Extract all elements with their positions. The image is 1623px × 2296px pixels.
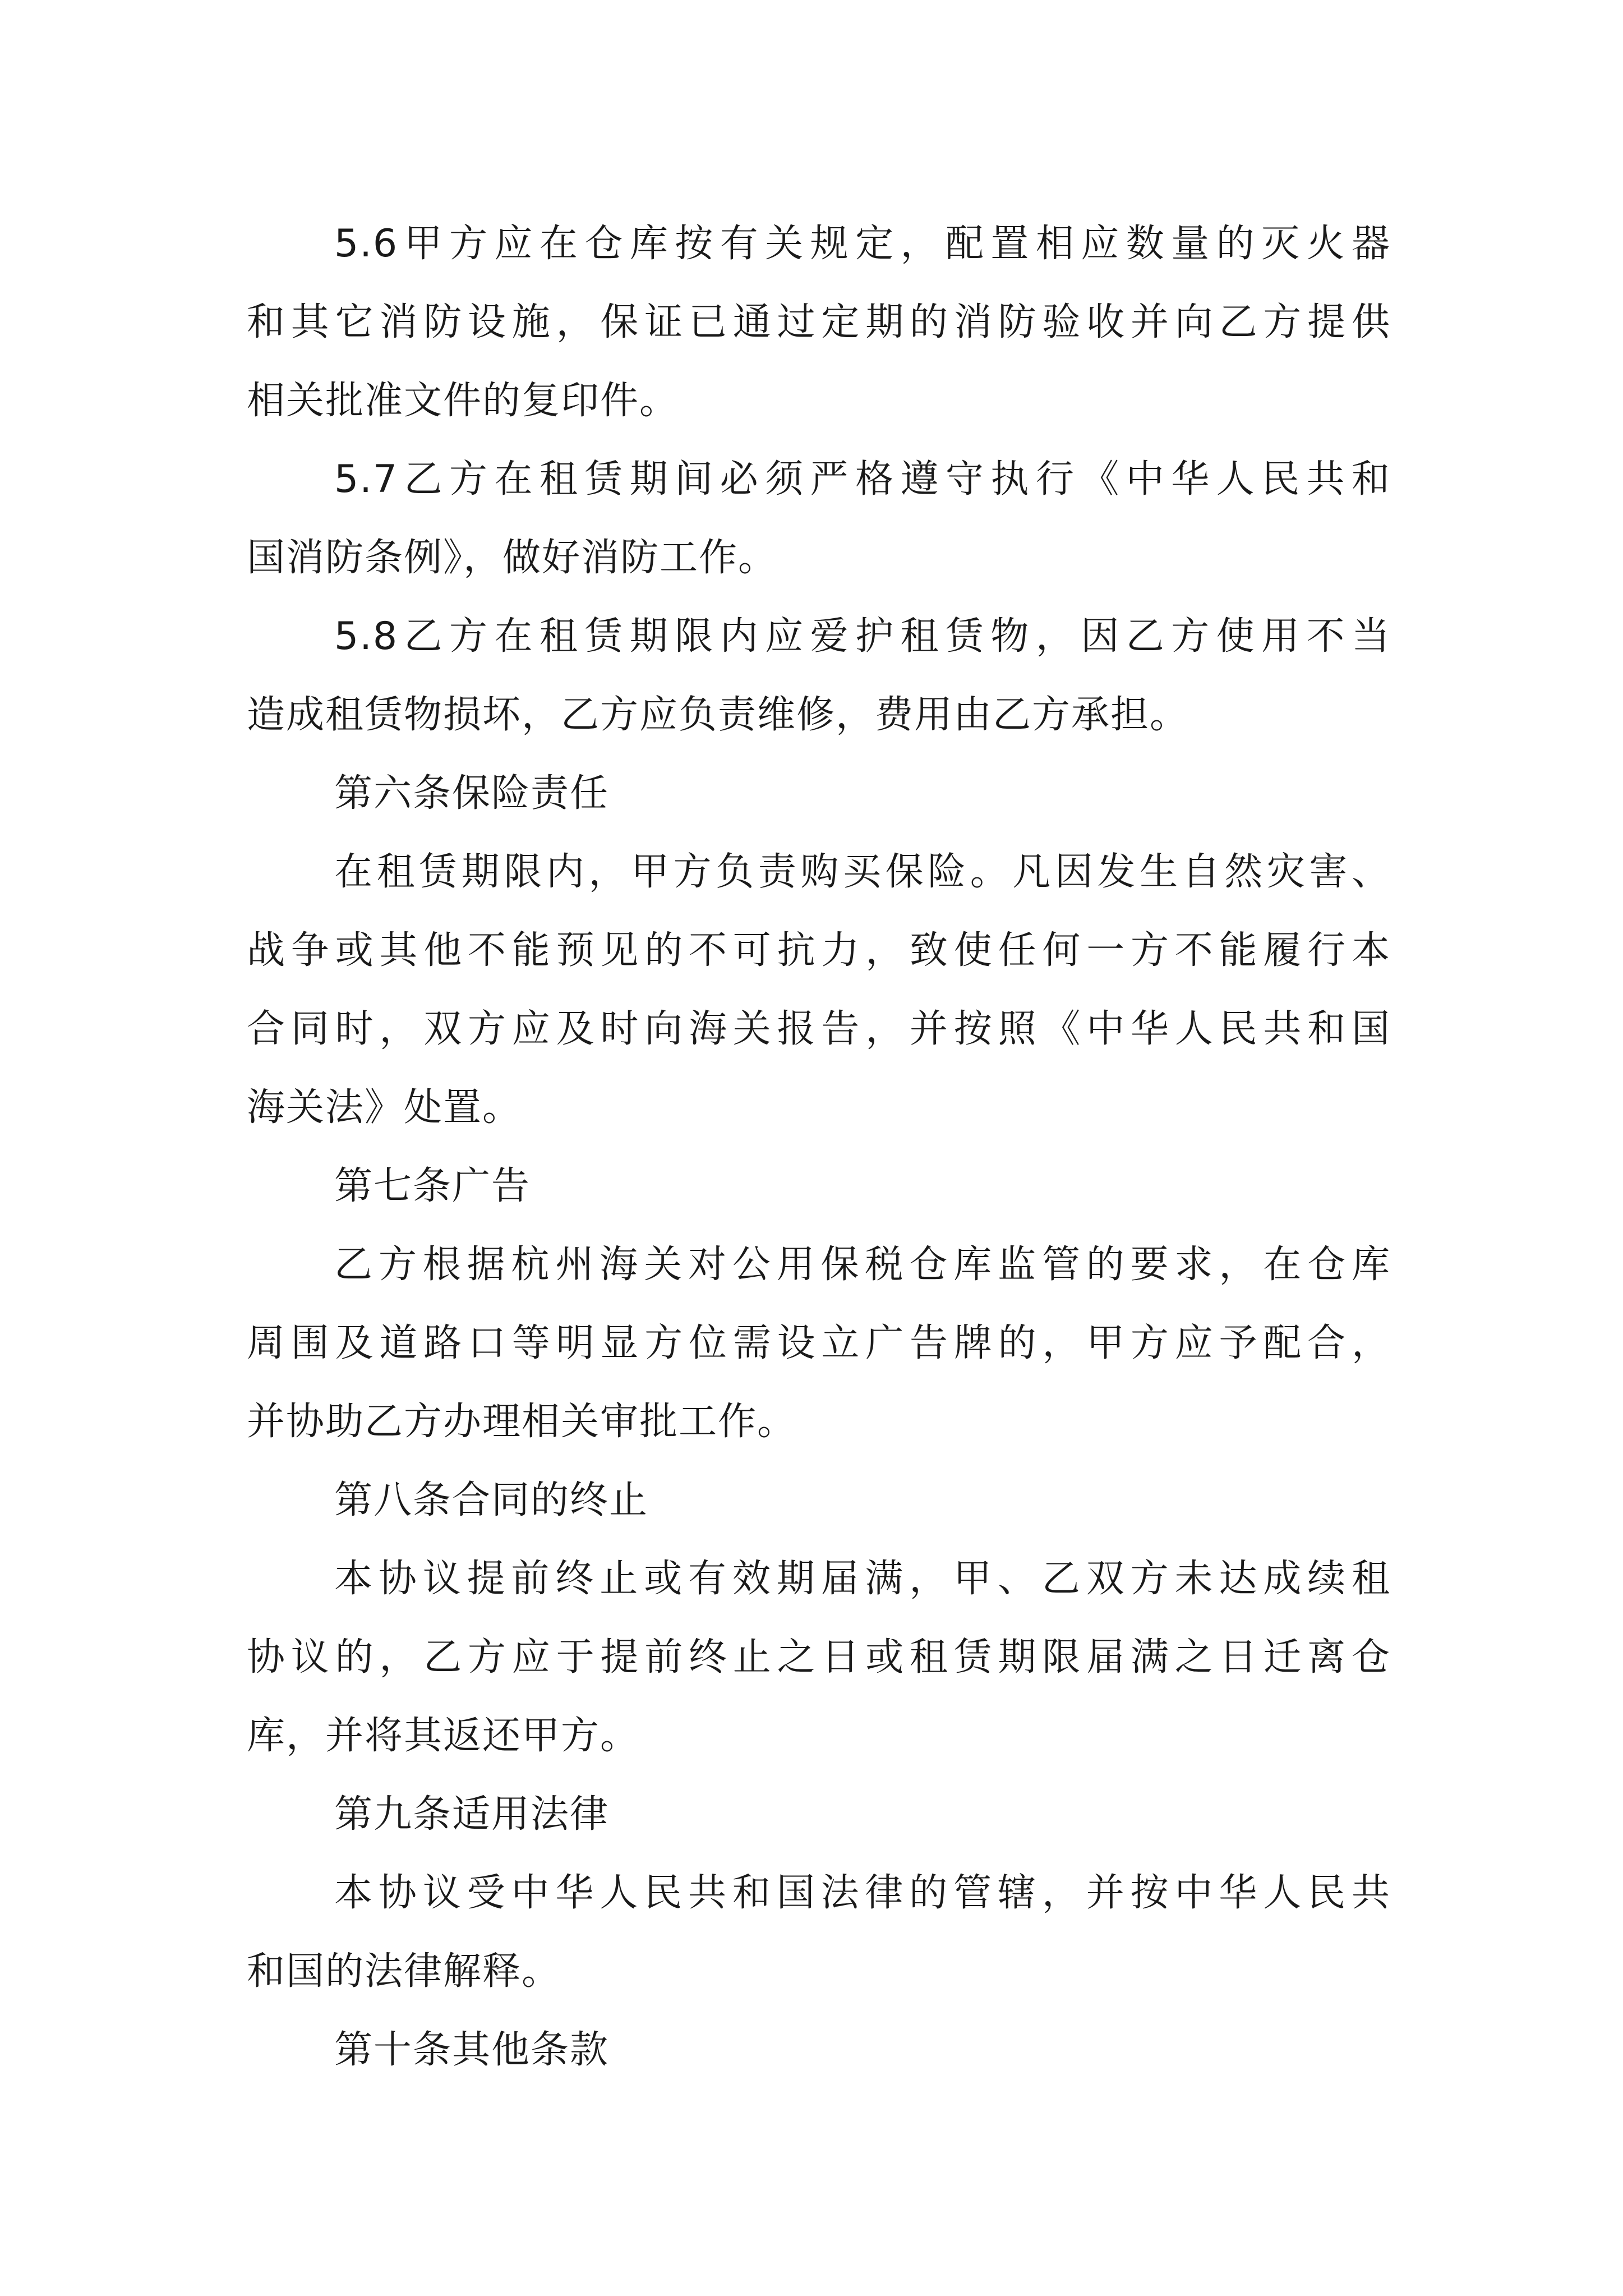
article-6-line-4: 海关法》处置。 xyxy=(247,1085,522,1130)
clause-5-6-line-1: 5.6甲方应在仓库按有关规定，配置相应数量的灭火器 xyxy=(334,222,1391,266)
clause-5-6-line-2: 和其它消防设施，保证已通过定期的消防验收并向乙方提供 xyxy=(247,300,1391,344)
article-7-line-3: 并协助乙方办理相关审批工作。 xyxy=(247,1400,797,1444)
clause-5-7-line-1: 5.7乙方在租赁期间必须严格遵守执行《中华人民共和 xyxy=(334,457,1391,501)
article-7-heading: 第七条广告 xyxy=(334,1164,531,1208)
article-8-line-3: 库，并将其返还甲方。 xyxy=(247,1714,640,1758)
article-6-heading: 第六条保险责任 xyxy=(334,771,610,816)
article-6-line-2: 战争或其他不能预见的不可抗力，致使任何一方不能履行本 xyxy=(247,928,1391,973)
article-8-line-1: 本协议提前终止或有效期届满，甲、乙双方未达成续租 xyxy=(334,1557,1391,1601)
article-9-heading: 第九条适用法律 xyxy=(334,1792,610,1837)
article-7-line-2: 周围及道路口等明显方位需设立广告牌的，甲方应予配合， xyxy=(247,1321,1391,1365)
article-9-line-1: 本协议受中华人民共和国法律的管辖，并按中华人民共 xyxy=(334,1871,1391,1915)
article-6-line-3: 合同时，双方应及时向海关报告，并按照《中华人民共和国 xyxy=(247,1007,1391,1051)
article-8-heading: 第八条合同的终止 xyxy=(334,1478,649,1522)
clause-5-6-line-3: 相关批准文件的复印件。 xyxy=(247,379,679,423)
article-7-line-1: 乙方根据杭州海关对公用保税仓库监管的要求，在仓库 xyxy=(334,1243,1391,1287)
clause-5-8-line-1: 5.8乙方在租赁期限内应爱护租赁物，因乙方使用不当 xyxy=(334,614,1391,659)
article-9-line-2: 和国的法律解释。 xyxy=(247,1949,561,1994)
clause-5-8-line-2: 造成租赁物损坏，乙方应负责维修，费用由乙方承担。 xyxy=(247,693,1189,737)
article-6-line-1: 在租赁期限内，甲方负责购买保险。凡因发生自然灾害、 xyxy=(334,850,1391,894)
article-8-line-2: 协议的，乙方应于提前终止之日或租赁期限届满之日迁离仓 xyxy=(247,1635,1391,1680)
article-10-heading: 第十条其他条款 xyxy=(334,2028,610,2072)
clause-5-7-line-2: 国消防条例》，做好消防工作。 xyxy=(247,536,778,580)
